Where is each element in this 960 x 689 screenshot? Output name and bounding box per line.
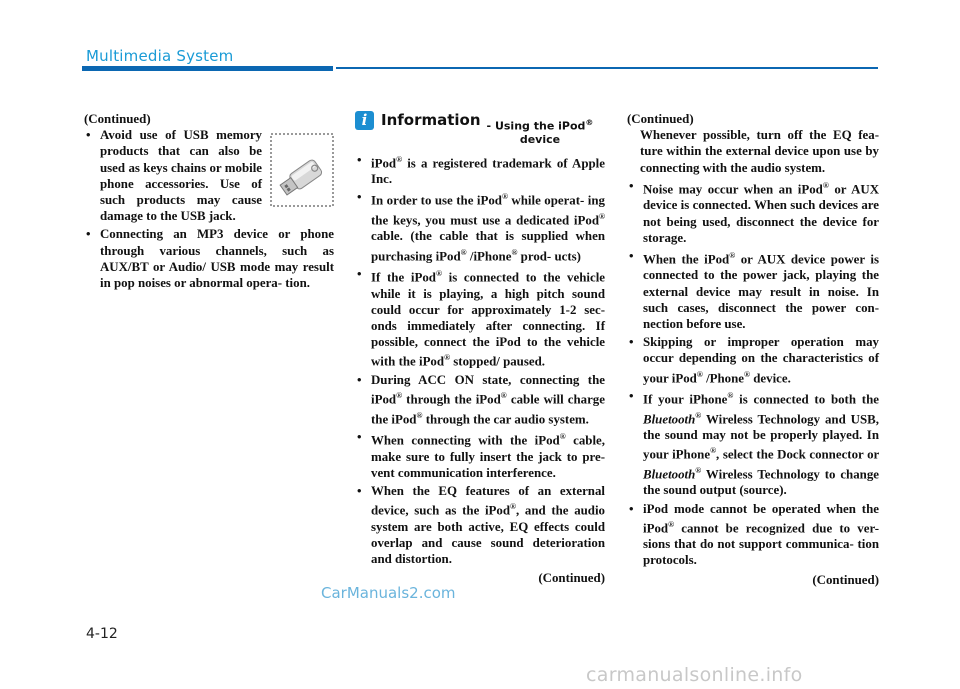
header-rule-thin — [336, 67, 878, 69]
continued-label: (Continued) — [812, 572, 879, 587]
information-heading — [355, 111, 605, 146]
list-item: • If the iPod® is connected to the vehicle while it is playing, a high pitch sound could occur for approximately 1-2 sec- onds immediately after connecting. If possible, connect the iPod to the vehicle with the iPod® stopped/ paused. — [355, 266, 605, 370]
page-number: 4-12 — [86, 626, 118, 642]
usb-caution-text: Avoid use of USB memory products that can also be used as keys chains or mobile phone accessories. Use of such products may cause damage to the USB jack. — [100, 128, 262, 224]
list-item — [84, 226, 334, 291]
watermark-link[interactable]: CarManuals2.com — [321, 584, 456, 602]
list-item — [84, 127, 334, 224]
column-right — [627, 111, 879, 588]
eq-paragraph: Whenever possible, turn off the EQ fea- ture within the external device upon use by connecting with the audio system. — [640, 128, 879, 175]
information-subtitle: - Using the iPod® device — [486, 118, 594, 146]
continued-label: (Continued) — [538, 571, 605, 586]
mp3-caution-text: Connecting an MP3 device or phone through various channels, such as AUX/BT or Audio/ USB mode may result in pop noises or abnormal opera- tion. — [100, 227, 334, 291]
list-item: • Noise may occur when an iPod® or AUX device is connected. When such devices are not being used, disconnect the device for storage. — [627, 178, 879, 246]
list-item: • In order to use the iPod® while operat- ing the keys, you must use a dedicated iPod® cable. (the cable that is supplied when purchasing iPod® /iPhone® prod- ucts) — [355, 189, 605, 264]
continued-label: (Continued) — [627, 112, 694, 126]
list-item: • When connecting with the iPod® cable, make sure to fully insert the jack to pre- vent communication interference. — [355, 429, 605, 481]
header-rule-thick — [82, 66, 333, 71]
info-icon: i — [355, 111, 374, 130]
column-left — [84, 111, 334, 293]
list-item: • iPod mode cannot be operated when the iPod® cannot be recognized due to ver- sions that do not support communica- tion protocols. — [627, 501, 879, 569]
list-item: • Skipping or improper operation may occur depending on the characteristics of your iPod® /Phone® device. — [627, 334, 879, 386]
list-item: • During ACC ON state, connecting the iPod® through the iPod® cable will charge the iPod® through the car audio system. — [355, 372, 605, 427]
section-title: Multimedia System — [86, 47, 234, 65]
list-item: • If your iPhone® is connected to both the Bluetooth® Wireless Technology and USB, the sound may not be properly played. In your iPhone®, select the Dock connector or Bluetooth® Wireless Technology to change the sound output (source). — [627, 388, 879, 498]
usb-memory-image — [270, 133, 334, 207]
information-label: Information — [381, 111, 481, 129]
list-item: • When the EQ features of an external device, such as the iPod®, and the audio system are both active, EQ effects could overlap and cause sound deterioration and distortion. — [355, 483, 605, 567]
continued-label: (Continued) — [84, 112, 151, 126]
list-item: • iPod® is a registered trademark of Apple Inc. — [355, 152, 605, 188]
column-middle — [355, 111, 605, 587]
list-item: • When the iPod® or AUX device power is connected to the power jack, playing the external device may result in noise. In such cases, disconnect the power con- nection before use. — [627, 248, 879, 332]
watermark-footer: carmanualsonline.info — [586, 664, 803, 686]
